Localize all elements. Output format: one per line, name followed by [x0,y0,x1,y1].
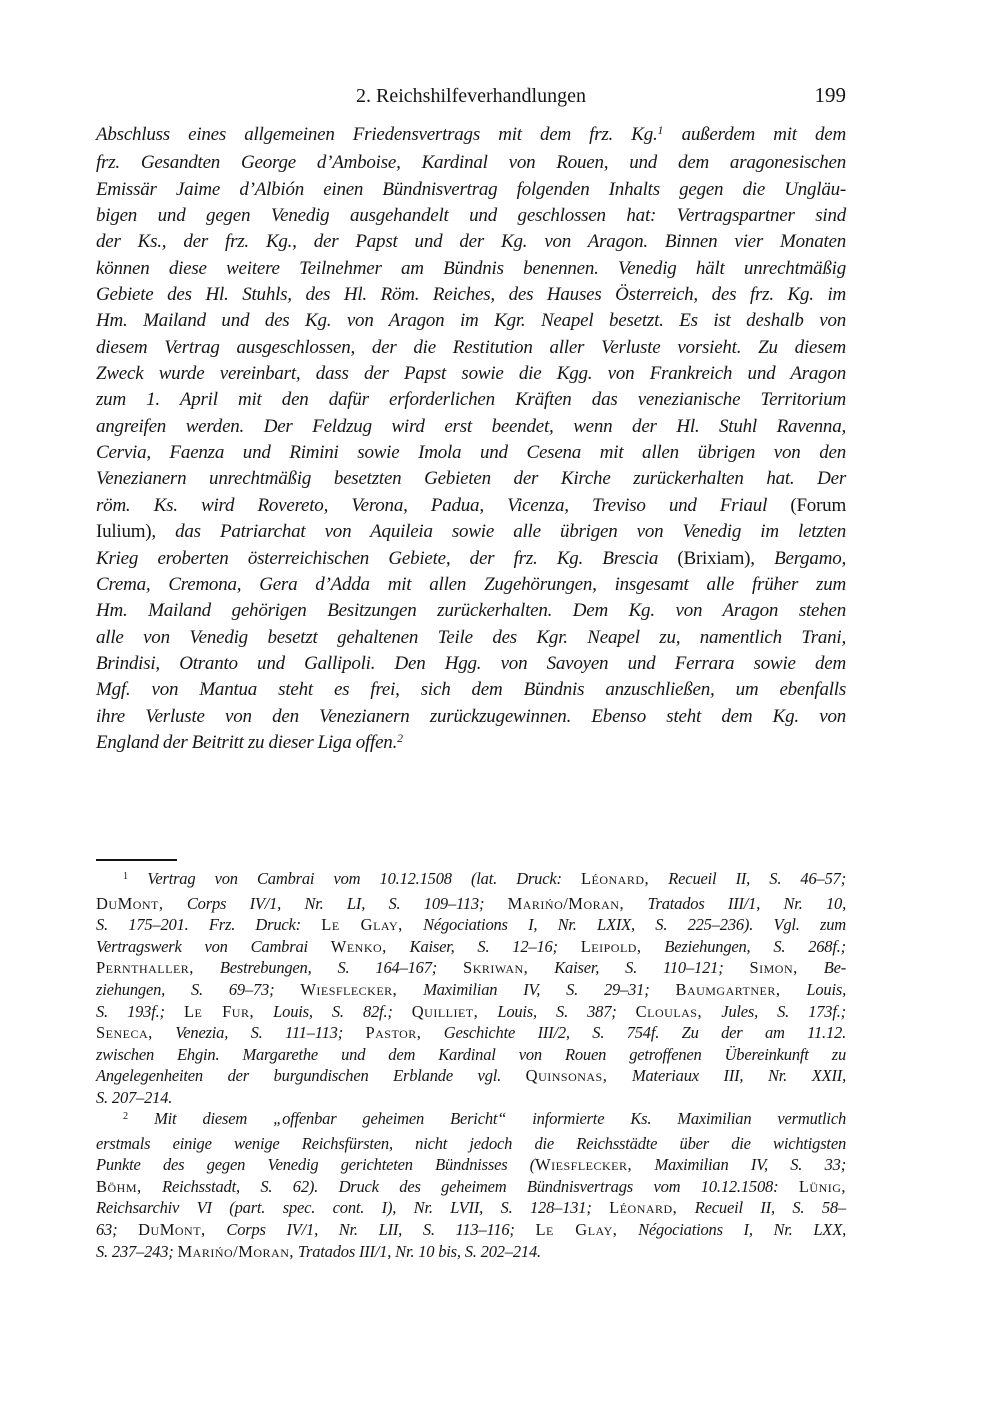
text-line [96,150,846,176]
text-segment: Recueil II, S. 46–57; [649,869,846,889]
text-segment: England der Beitritt zu dieser Liga offen. [96,731,398,753]
text-segment: Le Glay, [321,915,403,935]
text-line [96,177,846,203]
text-line [96,1065,846,1087]
text-line [96,914,846,936]
text-line [96,893,846,915]
text-segment: Reichsstadt, S. 62). Druck des geheimem Bündnisvertrags vom 10.12.1508: [141,1176,799,1196]
text-segment: Bergamo, [754,547,846,569]
text-segment: Simon, [749,958,798,978]
text-line [96,1176,846,1198]
text-line [96,361,846,387]
text-segment: Böhm, [96,1176,142,1196]
text-segment: Kaiser, S. 12–16; [386,936,581,956]
text-line [96,1133,846,1155]
text-line [96,519,846,545]
text-segment: Le Fur, [183,1001,255,1021]
text-segment: röm. Ks. wird Rovereto, Verona, Padua, Vicenza, Treviso und Friaul [96,494,791,516]
text-segment: Lünig, [798,1176,846,1196]
text-segment: Emissär Jaime d’Albión einen Bündnisvertrag folgenden Inhalts gegen die Ungläu- [96,178,846,200]
text-segment: Négociations I, Nr. LXX, [617,1220,846,1239]
text-line [96,256,846,282]
text-segment: Gebiete des Hl. Stuhls, des Hl. Röm. Reiches, des Hauses Österreich, des frz. Kg. im [96,284,846,306]
text-segment: Baumgartner, [675,979,781,999]
running-header-title: 2. Reichshilfeverhandlungen [356,85,586,107]
text-segment: 63; [96,1220,139,1239]
text-segment: (Brixiam), [677,547,755,569]
text-segment: Venezia, S. 111–113; [152,1023,366,1043]
footnote-2 [96,1108,846,1262]
text-segment: alle von Venedig besetzt gehaltenen Teile des Kgr. Neapel zu, namentlich Trani, [96,626,846,648]
text-segment: das Patriarchat von Aquileia sowie alle übrigen von Venedig im letzten [155,521,846,543]
text-segment: Seneca, [96,1023,153,1043]
text-line [96,414,846,440]
text-segment: S. 237–243; [96,1241,178,1261]
text-segment: Tratados III/1, Nr. 10, [624,893,847,913]
text-segment: S. 207–214. [96,1087,173,1107]
text-line [96,704,846,730]
text-line [96,1001,846,1023]
text-line [96,1219,846,1241]
running-header [96,84,846,108]
text-segment: Tratados III/1, Nr. 10 bis, S. 202–214. [294,1241,541,1261]
text-segment: erstmals einige wenige Reichsfürsten, nicht jedoch die Reichsstädte über die wichtigsten [96,1133,846,1153]
text-segment: Brindisi, Otranto und Gallipoli. Den Hgg. von Savoyen und Ferrara sowie dem [96,652,846,674]
text-segment: Vertragswerk von Cambrai [96,936,331,956]
text-segment: Skriwan, [463,958,529,978]
text-segment: Quinsonas, [525,1066,608,1086]
text-line [96,1197,846,1219]
text-segment: Krieg eroberten österreichischen Gebiete, der frz. Kg. Brescia [96,547,678,569]
footnote-1 [96,868,846,1108]
text-segment: Angelegenheiten der burgundischen Erblande vgl. [96,1066,526,1086]
text-segment: Pastor, [365,1023,422,1043]
text-segment: Maximilian IV, S. 33; [632,1155,846,1175]
text-segment: Wenko, [330,936,387,956]
text-line [96,677,846,703]
text-segment: Crema, Cremona, Gera d’Adda mit allen Zugehörungen, insgesamt alle früher zum [96,573,846,595]
text-line [96,308,846,334]
footnote-marker: 2 [397,732,403,746]
text-line [96,282,846,308]
text-line [96,957,846,979]
text-segment: (Forum [790,494,846,516]
text-segment: Wiesflecker, [535,1155,633,1175]
text-segment: Leipold, [580,936,642,956]
footnote-marker: 2 [123,1111,129,1123]
text-segment: Cervia, Faenza und Rimini sowie Imola und Cesena mit allen übrigen von den [96,442,846,464]
text-segment: Corps IV/1, Nr. LII, S. 113–116; [205,1220,536,1239]
text-segment: angreifen werden. Der Feldzug wird erst beendet, wenn der Hl. Stuhl Ravenna, [96,415,846,437]
text-segment: Louis, [780,979,846,999]
text-line [96,440,846,466]
text-segment: S. 193f.; [96,1001,184,1021]
text-segment: Venezianern unrechtmäßig besetzten Gebieten der Kirche zurückerhalten hat. Der [96,468,846,490]
text-segment: Reichsarchiv VI (part. spec. cont. I), Nr. LVII, S. 128–131; [96,1198,610,1218]
text-line [96,1022,846,1044]
text-line [96,1154,846,1176]
text-segment: der Ks., der frz. Kg., der Papst und der Kg. von Aragon. Binnen vier Monaten [96,231,846,253]
text-segment: DuMont, [96,893,164,913]
text-segment: Be- [797,958,846,978]
text-segment: Mgf. von Mantua steht es frei, sich dem Bündnis anzuschließen, um ebenfalls [96,679,846,701]
text-segment: Louis, S. 82f.; [254,1001,412,1021]
text-line [96,203,846,229]
text-line [96,868,846,893]
footnote-marker: 1 [123,871,129,883]
text-segment: Bestrebungen, S. 164–167; [193,958,464,978]
text-segment: Geschichte III/2, S. 754f. Zu der am 11.12. [421,1023,846,1043]
text-segment: Beziehungen, S. 268f.; [641,936,846,956]
text-line [96,493,846,519]
text-segment: Punkte des gegen Venedig gerichteten Bündnisses ( [96,1155,536,1175]
text-segment: Maximilian IV, S. 29–31; [397,979,676,999]
text-segment: außerdem mit dem [663,124,846,145]
main-paragraph [96,122,846,758]
text-segment: Zweck wurde vereinbart, dass der Papst sowie die Kgg. von Frankreich und Aragon [96,363,846,385]
footnote-marker: 1 [657,124,664,138]
page-number: 199 [814,83,846,107]
text-segment: Pernthaller, [96,958,194,978]
text-line [96,1108,846,1133]
text-segment: Quilliet, [411,1001,479,1021]
text-segment: Le Glay, [535,1220,618,1239]
text-line [96,730,846,758]
text-segment: Négociations I, Nr. LXIX, S. 225–236). Vgl. zum [402,915,846,935]
text-segment: Léonard, [609,1198,678,1218]
text-segment: DuMont, [138,1220,206,1239]
text-segment: Materiaux III, Nr. XXII, [607,1066,846,1086]
text-segment: Kaiser, S. 110–121; [528,958,750,978]
text-line [96,335,846,361]
text-line [96,1044,846,1066]
text-segment: Léonard, [580,869,650,889]
text-segment: frz. Gesandten George d’Amboise, Kardinal von Rouen, und dem aragonesischen [96,152,846,174]
text-line [96,1241,846,1263]
text-segment: Louis, S. 387; [478,1001,636,1021]
text-segment: Cloulas, [635,1001,703,1021]
text-segment: können diese weitere Teilnehmer am Bündnis benennen. Venedig hält unrechtmäßig [96,257,846,279]
text-line [96,466,846,492]
text-segment: Mit diesem „offenbar geheimen Bericht“ informierte Ks. Maximilian vermutlich [128,1109,846,1129]
footnotes-section [96,868,846,1262]
text-line [96,387,846,413]
text-line [96,936,846,958]
text-segment: Abschluss eines allgemeinen Friedensvertrags mit dem frz. Kg. [96,124,658,145]
text-segment: Marińo/Moran, [507,893,625,913]
text-line [96,598,846,624]
text-segment: Jules, S. 173f.; [702,1001,846,1021]
text-line [96,651,846,677]
text-line [96,229,846,255]
text-segment: zwischen Ehgin. Margarethe und dem Kardinal von Rouen getroffenen Übereinkunft zu [96,1044,846,1064]
text-segment: S. 175–201. Frz. Druck: [96,915,322,935]
text-segment: Hm. Mailand gehörigen Besitzungen zurückerhalten. Dem Kg. von Aragon stehen [96,600,846,622]
text-line [96,122,846,150]
text-segment: Marińo/Moran, [177,1241,294,1261]
text-segment: ziehungen, S. 69–73; [96,979,301,999]
text-segment: zum 1. April mit den dafür erforderlichen Kräften das venezianische Territorium [96,389,846,411]
text-segment: Hm. Mailand und des Kg. von Aragon im Kgr. Neapel besetzt. Es ist deshalb von [96,310,846,332]
text-segment: Vertrag von Cambrai vom 10.12.1508 (lat. Druck: [128,869,581,889]
text-line [96,979,846,1001]
text-segment: Recueil II, S. 58– [677,1198,846,1218]
footnote-separator-rule [96,859,177,861]
text-segment: bigen und gegen Venedig ausgehandelt und geschlossen hat: Vertragspartner sind [96,205,846,227]
text-line [96,1087,846,1109]
text-line [96,572,846,598]
text-segment: ihre Verluste von den Venezianern zurückzugewinnen. Ebenso steht dem Kg. von [96,705,846,727]
text-segment: Iulium), [96,521,156,543]
text-segment: diesem Vertrag ausgeschlossen, der die Restitution aller Verluste vorsieht. Zu diesem [96,336,846,358]
text-line [96,625,846,651]
text-segment: Corps IV/1, Nr. LI, S. 109–113; [163,893,508,913]
text-segment: Wiesflecker, [300,979,398,999]
text-line [96,546,846,572]
